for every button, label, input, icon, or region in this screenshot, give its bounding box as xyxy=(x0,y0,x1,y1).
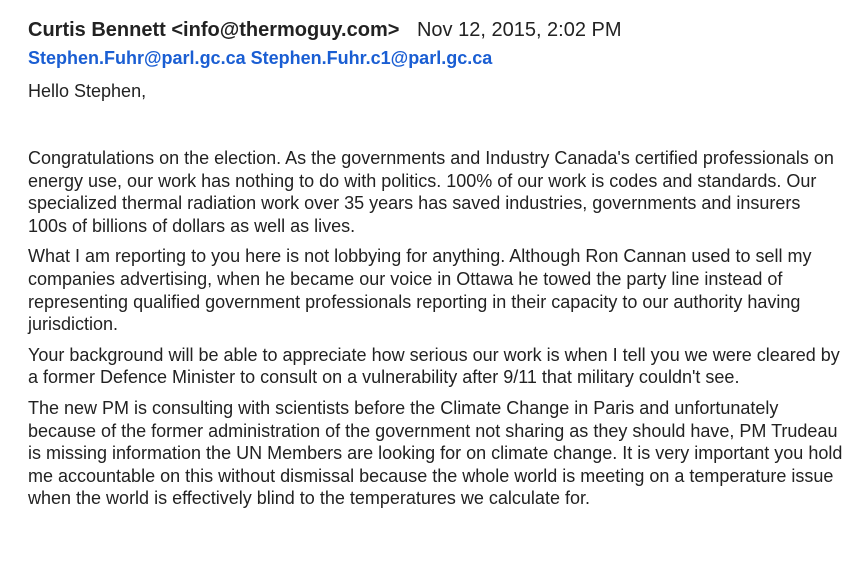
recipient-link[interactable]: Stephen.Fuhr.c1@parl.gc.ca xyxy=(250,48,493,68)
email-message xyxy=(28,16,848,518)
body-paragraph: Congratulations on the election. As the governments and Industry Canada's certified professionals on energy use, our work has nothing to do with politics. 100% of our work is codes and standards. Our specialized thermal radiation work over 35 years has saved industries, governments and insurers 100s of billions of dollars as well as lives. xyxy=(28,148,834,236)
recipients-line xyxy=(28,46,848,70)
body-paragraph: The new PM is consulting with scientists before the Climate Change in Paris and unfortunately because of the former administration of the government not sharing as they should have, PM Trudeau is missing information the UN Members are looking for on climate change. It is very important you hold me accountable on this without dismissal because the whole world is meeting on a temperature issue when the world is effectively blind to the temperatures we calculate for. xyxy=(28,397,843,509)
email-header xyxy=(28,16,848,44)
body-paragraph: Your background will be able to appreciate how serious our work is when I tell you we were cleared by a former Defence Minister to consult on a vulnerability after 9/11 that military couldn't see. xyxy=(28,344,840,388)
email-date: Nov 12, 2015, 2:02 PM xyxy=(416,19,622,41)
email-body xyxy=(28,147,848,510)
sender-email[interactable]: <info@thermoguy.com> xyxy=(171,19,400,41)
sender-name: Curtis Bennett xyxy=(28,19,166,41)
body-paragraph: What I am reporting to you here is not lobbying for anything. Although Ron Cannan used to sell my companies advertising, when he became our voice in Ottawa he towed the party line instead of representing qualified government professionals reporting in their capacity to our authority having jurisdiction. xyxy=(28,246,812,335)
greeting: Hello Stephen, xyxy=(28,81,147,101)
recipient-link[interactable]: Stephen.Fuhr@parl.gc.ca xyxy=(28,48,246,68)
